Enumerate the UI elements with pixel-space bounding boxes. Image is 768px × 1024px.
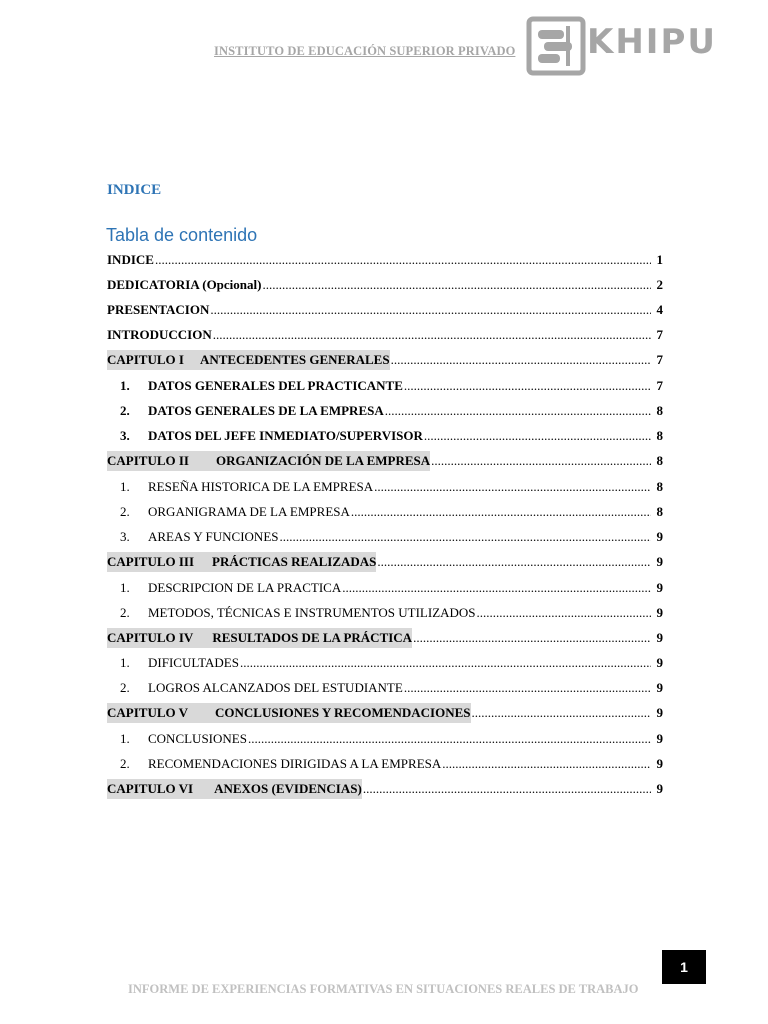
toc-chapter-title: ANEXOS (EVIDENCIAS): [214, 781, 362, 796]
toc-entry[interactable]: [107, 578, 663, 598]
toc-chapter-title: RESULTADOS DE LA PRÁCTICA: [212, 630, 413, 645]
toc-chapter-heading: [107, 628, 412, 648]
toc-item-label: ORGANIGRAMA DE LA EMPRESA: [148, 504, 350, 519]
toc-item-number: 1.: [120, 731, 130, 746]
toc-dot-leader: [385, 401, 651, 421]
toc-chapter-heading: [107, 350, 390, 370]
toc-entry[interactable]: [107, 779, 663, 799]
toc-chapter-title: ANTECEDENTES GENERALES: [199, 352, 390, 367]
toc-dot-leader: [374, 477, 651, 497]
header-institute-name: INSTITUTO DE EDUCACIÓN SUPERIOR PRIVADO: [214, 44, 516, 58]
toc-entry[interactable]: [107, 703, 663, 723]
toc-page-number: 9: [656, 655, 663, 670]
toc-entry[interactable]: [107, 275, 663, 295]
toc-dot-leader: [240, 653, 651, 673]
toc-dot-leader: [262, 275, 651, 295]
toc-dot-leader: [213, 325, 651, 345]
toc-dot-leader: [351, 502, 651, 522]
toc-item-number: 1.: [120, 479, 130, 494]
toc-dot-leader: [391, 350, 651, 370]
toc-chapter-number: CAPITULO III: [107, 554, 195, 569]
toc-page-number: 8: [656, 453, 663, 468]
toc-entry[interactable]: [107, 653, 663, 673]
toc-entry[interactable]: [107, 451, 663, 471]
toc-chapter-title: CONCLUSIONES Y RECOMENDACIONES: [215, 705, 471, 720]
toc-dot-leader: [404, 376, 651, 396]
indice-title: INDICE: [107, 182, 162, 198]
toc-dot-leader: [280, 527, 652, 547]
toc-item-label: INTRODUCCION: [107, 327, 212, 342]
toc-entry[interactable]: [107, 552, 663, 572]
toc-entry[interactable]: [107, 502, 663, 522]
toc-entry[interactable]: [107, 401, 663, 421]
toc-item-number: 2.: [120, 403, 130, 418]
toc-dot-leader: [155, 250, 651, 270]
toc-item-label: LOGROS ALCANZADOS DEL ESTUDIANTE: [148, 680, 403, 695]
toc-dot-leader: [404, 678, 651, 698]
toc-dot-leader: [377, 552, 651, 572]
toc-chapter-heading: [107, 779, 362, 799]
toc-heading: Tabla de contenido: [106, 225, 258, 245]
toc-item-label: INDICE: [107, 252, 154, 267]
toc-chapter-number: CAPITULO VI: [107, 781, 194, 796]
toc-page-number: 9: [656, 605, 663, 620]
toc-dot-leader: [210, 300, 651, 320]
toc-entry[interactable]: [107, 350, 663, 370]
toc-dot-leader: [431, 451, 651, 471]
toc-item-number: 2.: [120, 756, 130, 771]
page-number-box: [662, 950, 706, 984]
toc-dot-leader: [442, 754, 651, 774]
toc-page-number: 4: [656, 302, 663, 317]
toc-page-number: 7: [656, 327, 663, 342]
toc-chapter-number: CAPITULO V: [107, 705, 189, 720]
toc-page-number: 9: [656, 580, 663, 595]
toc-chapter-number: CAPITULO IV: [107, 630, 194, 645]
toc-dot-leader: [413, 628, 651, 648]
toc-entry[interactable]: [107, 250, 663, 270]
toc-page-number: 7: [656, 352, 663, 367]
toc-page-number: 9: [656, 529, 663, 544]
toc-page-number: 8: [656, 504, 663, 519]
toc-page-number: 9: [656, 731, 663, 746]
toc-entry[interactable]: [107, 426, 663, 446]
toc-chapter-title: PRÁCTICAS REALIZADAS: [212, 554, 377, 569]
toc-entry[interactable]: [107, 527, 663, 547]
toc-page-number: 8: [656, 479, 663, 494]
toc-page-number: 8: [656, 403, 663, 418]
toc-chapter-heading: [107, 552, 376, 572]
toc-dot-leader: [477, 603, 651, 623]
toc-dot-leader: [424, 426, 651, 446]
toc-entry[interactable]: [107, 325, 663, 345]
toc-page-number: 9: [656, 630, 663, 645]
toc-page-number: 2: [656, 277, 663, 292]
toc-item-number: 2.: [120, 605, 130, 620]
toc-chapter-heading: [107, 703, 471, 723]
toc-item-label: METODOS, TÉCNICAS E INSTRUMENTOS UTILIZADOS: [148, 605, 476, 620]
toc-item-label: DATOS DEL JEFE INMEDIATO/SUPERVISOR: [148, 428, 423, 443]
toc-page-number: 9: [656, 554, 663, 569]
toc-item-label: DATOS GENERALES DEL PRACTICANTE: [148, 378, 403, 393]
toc-item-number: 1.: [120, 580, 130, 595]
logo-text: KHIPU: [587, 22, 717, 62]
toc-page-number: 8: [656, 428, 663, 443]
toc-chapter-number: CAPITULO I: [107, 352, 184, 367]
toc-item-number: 2.: [120, 504, 130, 519]
toc-chapter-heading: [107, 451, 430, 471]
toc-entry[interactable]: [107, 477, 663, 497]
toc-item-number: 3.: [120, 428, 130, 443]
toc-item-label: DESCRIPCION DE LA PRACTICA: [148, 580, 342, 595]
footer-title: INFORME DE EXPERIENCIAS FORMATIVAS EN SITUACIONES REALES DE TRABAJO: [128, 982, 639, 996]
toc-item-label: PRESENTACION: [107, 302, 210, 317]
toc-item-label: DATOS GENERALES DE LA EMPRESA: [148, 403, 384, 418]
page-number: 1: [680, 959, 688, 975]
toc-item-number: 1.: [120, 655, 130, 670]
toc-entry[interactable]: [107, 300, 663, 320]
toc-dot-leader: [472, 703, 652, 723]
toc-entry[interactable]: [107, 678, 663, 698]
toc-item-number: 1.: [120, 378, 130, 393]
toc-item-label: DEDICATORIA (Opcional): [107, 277, 262, 292]
toc-dot-leader: [342, 578, 651, 598]
toc-entry[interactable]: [107, 603, 663, 623]
toc-page-number: 9: [656, 680, 663, 695]
toc-entry[interactable]: [107, 376, 663, 396]
toc-chapter-number: CAPITULO II: [107, 453, 189, 468]
toc-item-number: 2.: [120, 680, 130, 695]
toc-entry[interactable]: [107, 729, 663, 749]
toc-entry[interactable]: [107, 628, 663, 648]
toc-item-label: CONCLUSIONES: [148, 731, 247, 746]
toc-page-number: 9: [656, 781, 663, 796]
toc-item-number: 3.: [120, 529, 130, 544]
toc-chapter-title: ORGANIZACIÓN DE LA EMPRESA: [216, 453, 431, 468]
toc-dot-leader: [248, 729, 651, 749]
toc-dot-leader: [363, 779, 651, 799]
toc-page-number: 7: [656, 378, 663, 393]
toc-page-number: 9: [656, 705, 663, 720]
toc-entry[interactable]: [107, 754, 663, 774]
toc-page-number: 9: [656, 756, 663, 771]
toc-page-number: 1: [656, 252, 663, 267]
toc-item-label: AREAS Y FUNCIONES: [148, 529, 279, 544]
toc-item-label: RECOMENDACIONES DIRIGIDAS A LA EMPRESA: [148, 756, 442, 771]
toc-item-label: DIFICULTADES: [148, 655, 239, 670]
toc-item-label: RESEÑA HISTORICA DE LA EMPRESA: [148, 479, 374, 494]
